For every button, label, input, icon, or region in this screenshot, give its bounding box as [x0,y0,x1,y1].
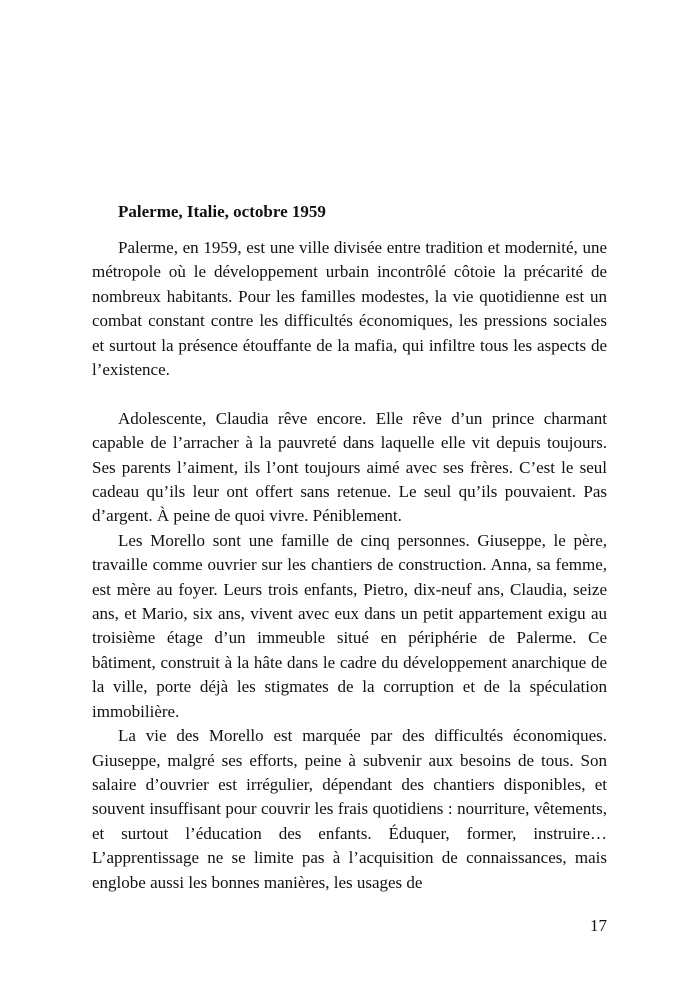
paragraph-family: Les Morello sont une famille de cinq personnes. Giuseppe, le père, travaille comme ouvrier sur les chantiers de construction. Anna, sa femme, est mère au foyer. Leurs trois enfants, Pietro, dix-neuf ans, Claudia, seize ans, et Mario, six ans, vivent avec eux dans un petit appartement exigu au troisième étage d’un immeuble situé en périphérie de Palerme. Ce bâtiment, construit à la hâte dans le cadre du développement anarchique de la ville, porte déjà les stigmates de la corruption et de la spéculation immobilière. [92,530,607,721]
paragraph-hardship: La vie des Morello est marquée par des difficultés économiques. Giuseppe, malgré ses efforts, peine à subvenir aux besoins de tous. Son salaire d’ouvrier est irrégulier, dépendant des chantiers disponibles, et souvent insuffisant pour couvrir les frais quotidiens : nourriture, vêtements, et surtout l’éducation des enfants. Éduquer, former, instruire… L’apprentissage ne se limite pas à l’acquisition de connaissances, mais englobe aussi les bonnes manières, les usages de [92,726,607,892]
paragraph-intro: Palerme, en 1959, est une ville divisée entre tradition et modernité, une métropole où le développement urbain incontrôlé côtoie la précarité de nombreux habitants. Pour les familles modestes, la vie quotidienne est un combat constant contre les difficultés économiques, les pressions sociales et surtout la présence étouffante de la mafia, qui infiltre tous les aspects de l’existence. [92,238,607,380]
paragraph-claudia: Adolescente, Claudia rêve encore. Elle rêve d’un prince charmant capable de l’arracher à la pauvreté dans laquelle elle vit depuis toujours. Ses parents l’aiment, ils l’ont toujours aimé avec ses frères. C’est le seul cadeau qu’ils leur ont offert sans retenue. Le seul qu’ils pouvaient. Pas d’argent. À peine de quoi vivre. Péniblement. [92,408,607,526]
chapter-heading: Palerme, Italie, octobre 1959 [118,202,326,221]
body-text [92,236,607,895]
page-number: 17 [590,916,607,935]
